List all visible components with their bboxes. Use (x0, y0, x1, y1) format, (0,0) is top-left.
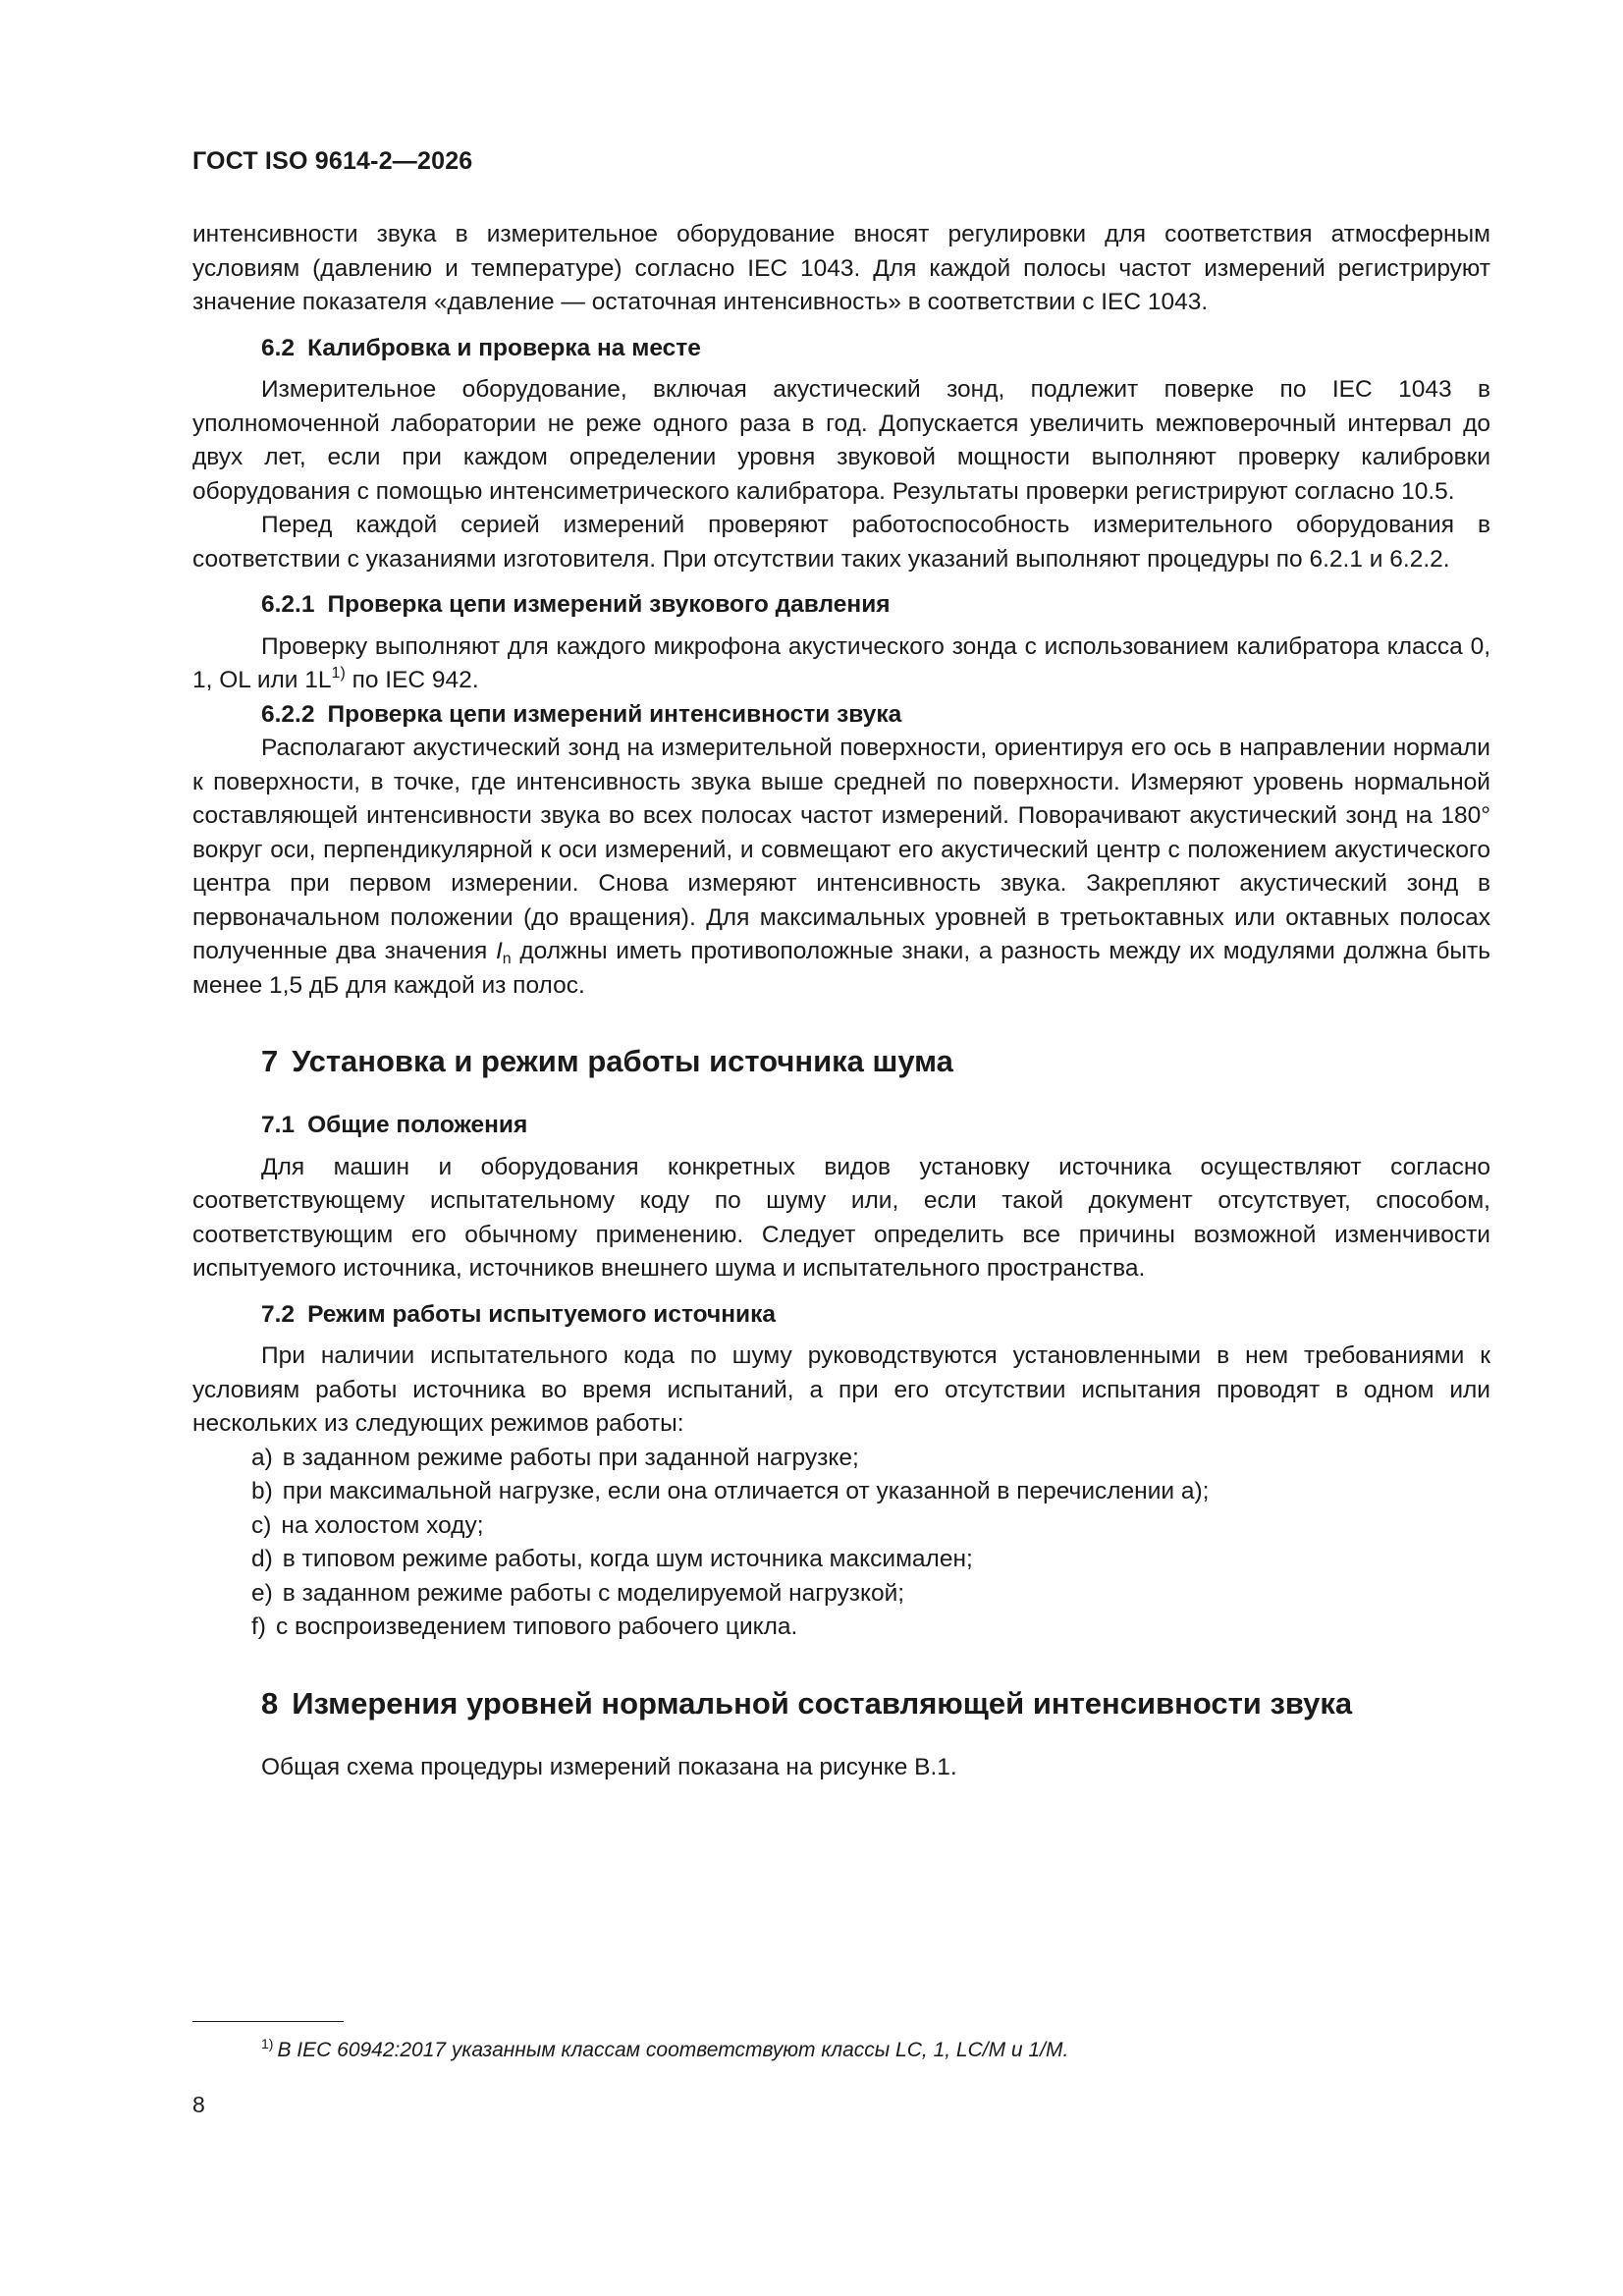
section-number: 6.2.2 (261, 700, 315, 728)
footnote-reference[interactable]: 1) (331, 665, 346, 682)
list-item (192, 1543, 1490, 1577)
list-item-text: при максимальной нагрузке, если она отличается от указанной в перечислении a); (282, 1478, 1210, 1504)
list-item-text: в заданном режиме работы при заданной нагрузке; (282, 1444, 859, 1471)
list-item (192, 1442, 1490, 1476)
list-item-text: на холостом ходу; (281, 1511, 484, 1539)
footnote-text: В IEC 60942:2017 указанным классам соответствуют классы LC, 1, LC/M и 1/M. (277, 2039, 1069, 2061)
section-title: Режим работы испытуемого источника (307, 1300, 776, 1328)
section-number: 6.2 (261, 334, 296, 361)
variable-subscript: n (502, 951, 512, 967)
list-marker: e) (251, 1579, 273, 1607)
page-number: 8 (192, 2092, 205, 2117)
section-number: 7.1 (261, 1112, 296, 1138)
footnote (261, 2037, 1498, 2064)
section-number: 7.2 (261, 1300, 296, 1328)
section-heading-6-2-1 (261, 588, 1490, 623)
paragraph: Общая схема процедуры измерений показана на рисунке В.1. (261, 1753, 957, 1780)
paragraph: интенсивности звука в измерительное оборудование вносят регулировки для соответствия атмосферным условиям (давлению и температуре) согласно IEC 1043. Для каждой полосы частот измерений регистрируют значение показателя «давление — остаточная интенсивность» в соответствии с IEC 1043. (192, 221, 1490, 315)
list-marker: d) (251, 1546, 273, 1572)
section-heading-8 (261, 1684, 1490, 1723)
paragraph (192, 630, 1490, 698)
paragraph: Для машин и оборудования конкретных видов установку источника осуществляют согласно соответствующему испытательному коду по шуму или, если такой документ отсутствует, способом, соответствующим его обычному применению. Следует определить все причины возможной изменчивости испытуемого источника, источников внешнего шума и испытательного пространства. (192, 1153, 1490, 1282)
list-item (192, 1577, 1490, 1612)
section-heading-7-1 (261, 1109, 1490, 1143)
list-item-text: в типовом режиме работы, когда шум источника максимален; (282, 1546, 973, 1572)
page-content (192, 218, 1490, 1784)
paragraph-text: Располагают акустический зонд на измерительной поверхности, ориентируя его ось в направлении нормали к поверхности, в точке, где интенсивность звука выше средней по поверхности. Измеряют уровень нормальной составляющей интенсивности звука во всех полосах частот измерений. Поворачивают акустический зонд на 180° вокруг оси, перпендикулярной к оси измерений, и совмещают его акустический центр с положением акустического центра при первом измерении. Снова измеряют интенсивность звука. Закрепляют акустический зонд в первоначальном положении (до вращения). Для максимальных уровней в третьоктавных или октавных полосах полученные два значения (192, 735, 1490, 964)
footnote-mark: 1) (261, 2036, 274, 2051)
section-number: 6.2.1 (261, 591, 315, 618)
paragraph-text: Проверку выполняют для каждого микрофона акустического зонда с использованием калибратора класса 0, 1, OL или 1L (192, 632, 1490, 693)
list-item (192, 1611, 1490, 1645)
section-heading-6-2 (261, 332, 1490, 366)
list-item (192, 1475, 1490, 1509)
section-heading-6-2-2 (261, 698, 1490, 733)
list-marker: b) (251, 1478, 273, 1504)
list-item-text: в заданном режиме работы с моделируемой нагрузкой; (282, 1579, 905, 1607)
section-heading-7-2 (261, 1298, 1490, 1333)
section-number: 8 (261, 1685, 279, 1721)
footnote-divider (192, 2021, 344, 2022)
section-title: Установка и режим работы источника шума (292, 1044, 953, 1078)
paragraph-text: должны иметь противоположные знаки, а разность между их модулями должна быть менее 1,5 дБ для каждой из полос. (192, 938, 1490, 999)
paragraph: Измерительное оборудование, включая акустический зонд, подлежит поверке по IEC 1043 в уполномоченной лаборатории не реже одного раза в год. Допускается увеличить межповерочный интервал до двух лет, если при каждом определении уровня звуковой мощности выполняют проверку калибровки оборудования с помощью интенсиметрического калибратора. Результаты проверки регистрируют согласно 10.5. (192, 376, 1490, 505)
section-heading-7 (261, 1042, 1490, 1081)
list-marker: c) (251, 1511, 272, 1539)
paragraph-text: по IEC 942. (345, 667, 479, 693)
paragraph: При наличии испытательного кода по шуму руководствуются установленными в нем требованиями к условиям работы источника во время испытаний, а при его отсутствии испытания проводят в одном или нескольких из следующих режимов работы: (192, 1342, 1490, 1437)
list-item-text: с воспроизведением типового рабочего цикла. (275, 1613, 798, 1640)
operating-modes-list (192, 1442, 1490, 1645)
section-title: Общие положения (307, 1112, 528, 1138)
paragraph (192, 732, 1490, 1003)
list-marker: a) (251, 1444, 273, 1471)
list-item (192, 1509, 1490, 1544)
variable-symbol: I (495, 938, 503, 964)
list-marker: f) (251, 1613, 266, 1640)
section-title: Проверка цепи измерений звукового давления (327, 591, 891, 618)
paragraph: Перед каждой серией измерений проверяют работоспособность измерительного оборудования в соответствии с указаниями изготовителя. При отсутствии таких указаний выполняют процедуры по 6.2.1 и 6.2.2. (192, 512, 1490, 573)
section-title: Проверка цепи измерений интенсивности звука (327, 700, 902, 728)
section-title: Калибровка и проверка на месте (307, 334, 701, 361)
running-header: ГОСТ ISO 9614-2—2026 (192, 147, 473, 175)
section-title: Измерения уровней нормальной составляющей интенсивности звука (292, 1685, 1353, 1721)
section-number: 7 (261, 1044, 279, 1078)
